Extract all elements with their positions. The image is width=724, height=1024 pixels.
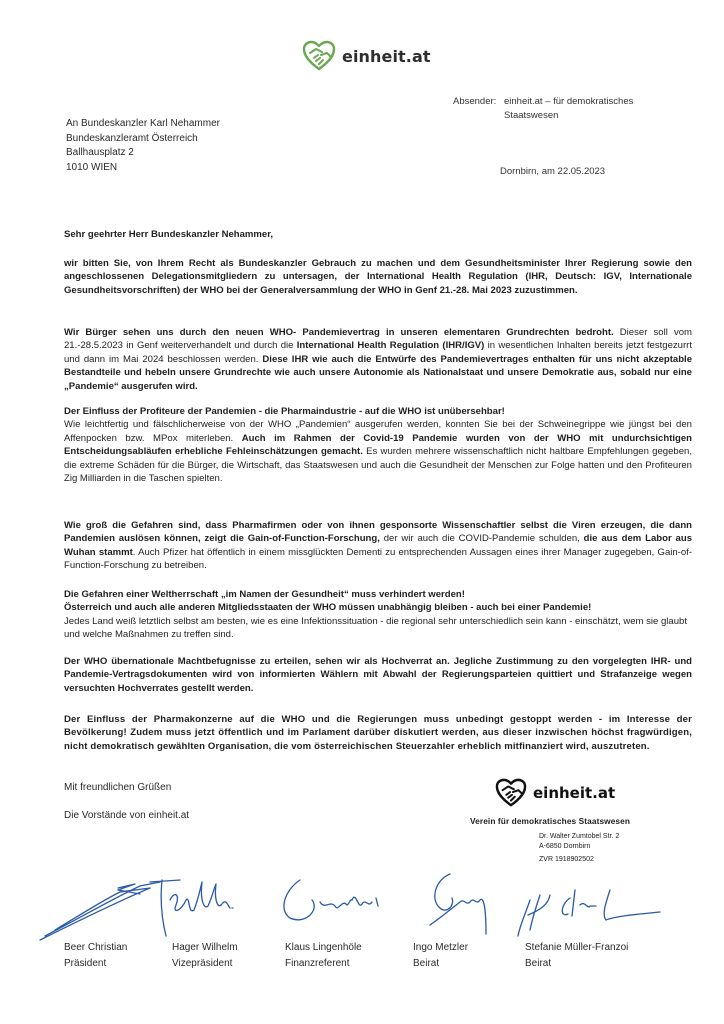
signature-mueller-franzoi xyxy=(518,890,660,936)
paragraph-heading: Die Gefahren einer Weltherrschaft „im Namen der Gesundheit“ muss verhindert werden! xyxy=(64,589,465,600)
sender-label: Absender: xyxy=(453,96,497,107)
paragraph-heading: Österreich und auch alle anderen Mitgliedsstaaten der WHO müssen unabhängig bleiben - auch bei einer Pandemie! xyxy=(64,602,592,614)
text-bold: Auch im Rahmen der Covid-19 Pandemie wurden von der WHO mit undurchsichtigen Entscheidungsabläufen erhebliche Fehleinschätzungen gemacht. xyxy=(64,432,692,458)
sender-line2: Staatswesen xyxy=(504,110,559,121)
text-bold: Diese IHR wie auch die Entwürfe des Pandemievertrages enthalten für uns nicht akzeptable Bestandteile und hebeln unsere Grundrechte wie auch unsere Autonomie als Nationalstaat und unsere Demokratie aus, sobald nur eine „Pandemie“ ausgerufen wird. xyxy=(64,353,693,392)
paragraph-pharma-influence xyxy=(64,405,692,485)
signer-role: Beirat xyxy=(525,958,552,969)
organization-stamp xyxy=(470,778,660,863)
signature-hager xyxy=(150,880,233,936)
signature-lingenhoele xyxy=(284,880,378,920)
letter-date: Dornbirn, am 22.05.2023 xyxy=(500,166,606,177)
signer-name: Klaus Lingenhöle xyxy=(285,942,362,953)
recipient-line: An Bundeskanzler Karl Nehammer xyxy=(66,118,220,129)
text: Es wurden mehrere wissenschaftlich nicht haltbare Empfehlungen gegeben, die extreme Schäden für die Bürger, die Wirtschaft, das Staatswesen und auch die Gesundheit der Menschen zur Folge hatten und den Profiteuren Zig Milliarden in die Taschen spielten. xyxy=(64,446,692,485)
signer xyxy=(172,940,238,972)
signer xyxy=(64,940,127,972)
closing: Mit freundlichen Grüßen xyxy=(64,782,172,793)
text: Dieser soll vom 21.-28.5.2023 in Genf weiterverhandelt und durch die xyxy=(64,327,693,352)
heart-handshake-icon xyxy=(302,40,336,72)
stamp-address xyxy=(539,832,660,852)
signer-name: Hager Wilhelm xyxy=(172,942,238,953)
paragraph-high-treason: Der WHO übernationale Machtbefugnisse zu erteilen, sehen wir als Hochverrat an. Jegliche Zustimmung zu den vorgelegten IHR- und Pandemie-Vertragsdokumenten wird von informierten Wählern mit Abwahl der Regierungsparteien quittiert und Strafanzeige wegen versuchten Hochverrates gestellt werden. xyxy=(64,656,692,694)
handwritten-signatures xyxy=(0,870,724,950)
signer-role: Beirat xyxy=(413,958,440,969)
signer-name: Stefanie Müller-Franzoi xyxy=(525,942,629,953)
signer-role: Finanzreferent xyxy=(285,958,350,969)
stamp-logo xyxy=(494,778,660,808)
paragraph-sovereignty xyxy=(64,588,692,642)
paragraph-exit-demand: Der Einfluss der Pharmakonzerne auf die WHO und die Regierungen muss unbedingt gestoppt werden - im Interesse der Bevölkerung! Zudem muss jetzt öffentlich und im Parlament darüber diskutiert werden, aus dieser inzwischen höchst fragwürdigen, nicht demokratisch gewählten Organisation, die vom österreichischen Steuerzahler erheblich mitfinanziert wird, auszutreten. xyxy=(64,714,692,752)
signer xyxy=(525,940,628,972)
stamp-brand: einheit.at xyxy=(533,784,616,802)
heart-handshake-icon xyxy=(494,778,528,808)
signer xyxy=(285,940,362,972)
stamp-address-line: Dr. Walter Zumtobel Str. 2 xyxy=(539,833,620,840)
stamp-zvr: ZVR 1918902502 xyxy=(539,856,594,863)
paragraph-pandemic-treaty xyxy=(64,326,692,393)
text-bold: Wir Bürger sehen uns durch den neuen WHO- Pandemievertrag in unseren elementaren Grundrechten bedroht. xyxy=(64,327,614,338)
paragraph-gain-of-function xyxy=(64,519,692,573)
text: der wir auch die COVID-Pandemie schulden, xyxy=(379,533,584,545)
signer-name: Beer Christian xyxy=(64,942,128,953)
text: Wie leichtfertig und fälschlicherweise von der WHO „Pandemien“ ausgerufen werden, konnten Sie bei der Schweinegrippe wie jüngst bei den Affenpocken bzw. MPox miterleben. xyxy=(64,419,692,444)
text: in wesentlichen Inhalten bereits jetzt festgezurrt und dann im Mai 2024 beschlossen werden. xyxy=(64,340,692,365)
stamp-address-line: A-6850 Dornbirn xyxy=(539,843,591,850)
brand-name: einheit.at xyxy=(342,46,431,66)
header-logo xyxy=(302,40,431,72)
text-bold: Wie groß die Gefahren sind, dass Pharmafirmen oder von ihnen gesponsorte Wissenschaftler selbst die Viren erzeugen, die dann Pandemien auslösen können, zeigt die Gain-of-Function-Forschung, xyxy=(64,520,692,545)
recipient-line: 1010 WIEN xyxy=(66,161,118,173)
signer-role: Vizepräsident xyxy=(172,958,233,969)
signer xyxy=(413,940,468,972)
stamp-organization: Verein für demokratisches Staatswesen xyxy=(470,816,631,826)
text-bold: International Health Regulation (IHR/IGV) xyxy=(296,340,485,352)
paragraph-request: wir bitten Sie, von Ihrem Recht als Bundeskanzler Gebrauch zu machen und dem Gesundheitsminister Ihrer Regierung sowie den angeschlossenen Delegationsmitgliedern zu untersagen, der International Health Regulation (IHR, Deutsch: IGV, Internationale Gesundheitsvorschriften) der WHO bei der Generalversammlung der WHO in Genf 21.-28. Mai 2023 zuzustimmen. xyxy=(64,258,692,296)
paragraph-heading: Der Einfluss der Profiteure der Pandemien - die Pharmaindustrie - auf die WHO ist unübersehbar! xyxy=(64,406,505,417)
signer-role: Präsident xyxy=(64,958,107,969)
text-bold: die aus dem Labor aus Wuhan stammt xyxy=(64,533,692,558)
signature-beer xyxy=(40,882,160,940)
salutation: Sehr geehrter Herr Bundeskanzler Nehammer, xyxy=(64,229,274,240)
text: . Auch Pfizer hat öffentlich in einem missglückten Dementi zu entsprechenden Aussagen eines ihrer Manager zugegeben, Gain-of-Function-Forschung zu betreiben. xyxy=(64,546,693,572)
sender-line1: einheit.at – für demokratisches xyxy=(504,96,634,107)
signer-name: Ingo Metzler xyxy=(413,942,469,953)
recipient-address xyxy=(66,117,220,175)
signature-metzler xyxy=(430,874,486,934)
recipient-line: Ballhausplatz 2 xyxy=(66,147,134,158)
text: Jedes Land weiß letztlich selbst am besten, wie es eine Infektionssituation - die regional sehr unterschiedlich sein kann - einschätzt, wem sie glaubt und welche Maßnahmen zu treffen sind. xyxy=(64,615,687,641)
signoff: Die Vorstände von einheit.at xyxy=(64,810,190,821)
recipient-line: Bundeskanzleramt Österreich xyxy=(66,132,198,144)
sender-block xyxy=(453,95,633,123)
